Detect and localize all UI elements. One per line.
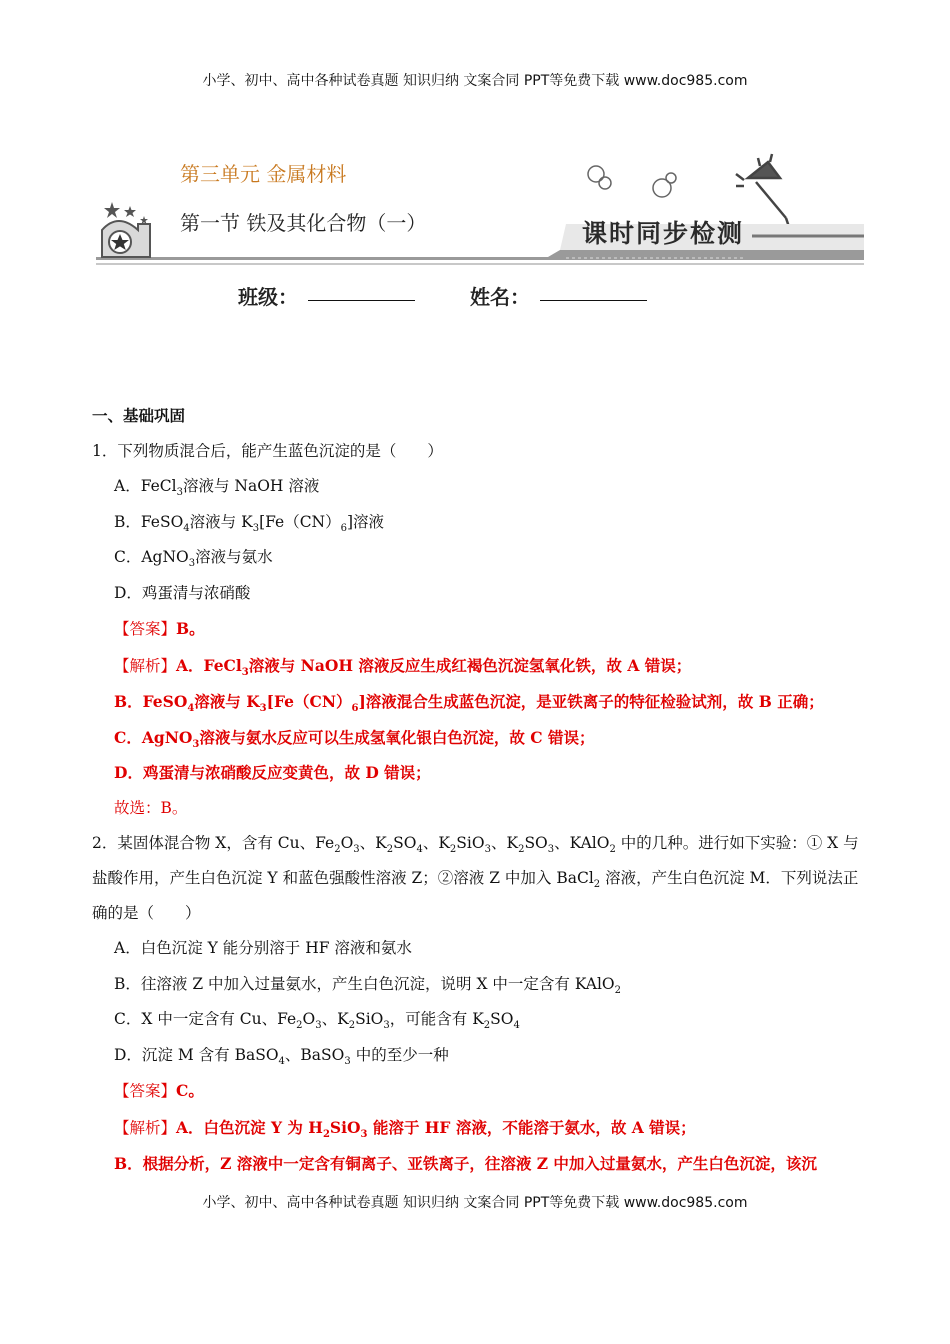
q1-stem: 1．下列物质混合后，能产生蓝色沉淀的是（ ）	[92, 441, 443, 460]
q2-option-d: D．沉淀 M 含有 BaSO$_4$、BaSO$_3$ 中的至少一种	[114, 1045, 449, 1067]
question-content	[92, 398, 864, 1182]
unit-title: 第三单元 金属材料	[180, 162, 347, 186]
name-field[interactable]	[540, 300, 647, 301]
q1-option-b: B．FeSO$_4$溶液与 $K_3[Fe(CN)_6]$溶液	[114, 512, 385, 534]
bubbles-icon	[588, 166, 676, 197]
q1-option-a: A．FeCl$_3$溶液与 NaOH 溶液	[114, 477, 320, 499]
q1-analysis-a: 【解析】A．FeCl$_3$溶液与 NaOH 溶液反应生成红褐色沉淀氢氧化铁，故 A 错误；	[114, 655, 692, 678]
name-label: 姓名：	[470, 285, 530, 309]
q1-analysis-b: B．FeSO$_4$溶液与 $K_3[Fe(CN)_6]$溶液混合生成蓝色沉淀，是亚铁离子的特征检验试剂，故 B 正确；	[114, 692, 824, 715]
q1-option-c: C．AgNO$_3$溶液与氨水	[114, 548, 273, 570]
star-badge-icon	[102, 202, 150, 257]
q1-analysis-d: D．鸡蛋清与浓硝酸反应变黄色，故 D 错误；	[114, 763, 431, 782]
q2-analysis-a: 【解析】A．白色沉淀 Y 为 $H_2SiO_3$ 能溶于 HF 溶液，不能溶于氨水，故 A 错误；	[114, 1117, 696, 1140]
q2-option-c: C．X 中一定含有 Cu、$Fe_2O_3$、$K_2SiO_3$，可能含有 $K_2SO_4$	[114, 1010, 520, 1032]
q1-analysis-c: C．AgNO$_3$溶液与氨水反应可以生成氢氧化银白色沉淀，故 C 错误；	[114, 727, 595, 750]
class-label: 班级：	[238, 285, 298, 309]
q2-answer: 【答案】C。	[114, 1081, 204, 1100]
q1-answer: 【答案】B。	[114, 619, 205, 638]
class-field[interactable]	[308, 300, 415, 301]
q2-stem: 2．某固体混合物 X，含有 Cu、$Fe_2O_3$、$K_2SO_4$、$K_2SiO_3$、$K_2SO_3$、KAlO$_2$ 中的几种。进行如下实验：① X 与盐酸作用，产生白色沉淀 Y 和蓝色强酸性溶液 Z；②溶液 Z 中加入 BaCl$_2$ 溶液，产生白色沉淀 M．下列说法正确的是（ ）	[92, 834, 859, 922]
q1-conclusion: 故选：B。	[114, 798, 188, 817]
q2-option-b: B．往溶液 Z 中加入过量氨水，产生白色沉淀，说明 X 中一定含有 KAlO$_2$	[114, 974, 622, 996]
q2-option-a: A．白色沉淀 Y 能分别溶于 HF 溶液和氨水	[114, 939, 412, 957]
section-title: 第一节 铁及其化合物（一）	[180, 211, 427, 235]
section-heading: 一、基础巩固	[92, 406, 186, 425]
page-header: 小学、初中、高中各种试卷真题 知识归纳 文案合同 PPT等免费下载 www.doc985.com	[202, 73, 748, 89]
banner-stamp: 课时同步检测	[582, 219, 745, 248]
q1-option-d: D．鸡蛋清与浓硝酸	[114, 583, 251, 602]
q2-analysis-b: B．根据分析，Z 溶液中一定含有铜离子、亚铁离子，往溶液 Z 中加入过量氨水，产生白色沉淀，该沉	[114, 1154, 817, 1173]
page-footer: 小学、初中、高中各种试卷真题 知识归纳 文案合同 PPT等免费下载 www.doc985.com	[202, 1195, 748, 1211]
